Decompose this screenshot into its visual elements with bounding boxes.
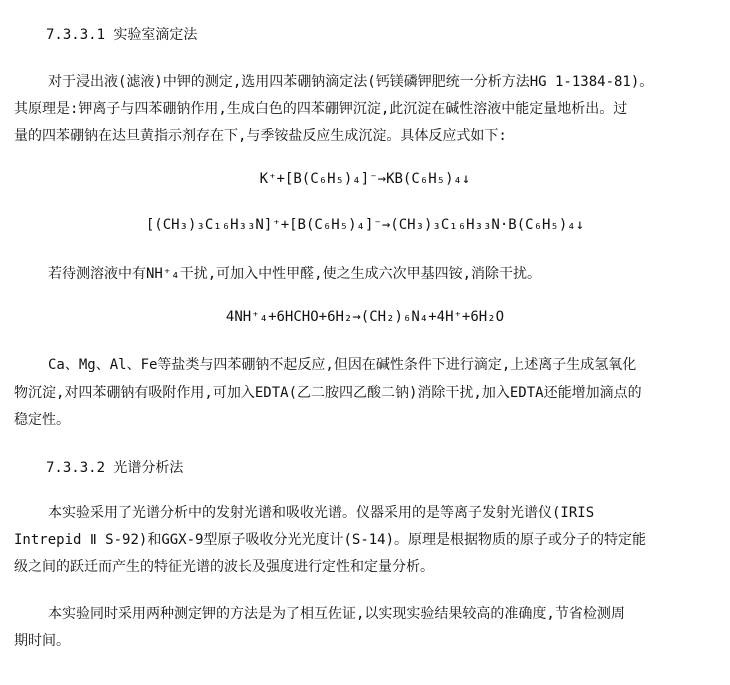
section-heading-titration: 7.3.3.1 实验室滴定法 — [46, 27, 198, 43]
paragraph-line: 本实验同时采用两种测定钾的方法是为了相互佐证,以实现实验结果较高的准确度,节省检测周 — [48, 606, 625, 622]
paragraph-line: 本实验采用了光谱分析中的发射光谱和吸收光谱。仪器采用的是等离子发射光谱仪(IRIS — [48, 505, 595, 521]
paragraph-line: 若待测溶液中有NH⁺₄干扰,可加入中性甲醛,使之生成六次甲基四铵,消除干扰。 — [48, 266, 541, 282]
equation-quaternary-ammonium: [(CH₃)₃C₁₆H₃₃N]⁺+[B(C₆H₅)₄]⁻→(CH₃)₃C₁₆H₃₃N·B(C₆H₅)₄↓ — [145, 217, 585, 233]
paragraph-line: 级之间的跃迁而产生的特征光谱的波长及强度进行定性和定量分析。 — [14, 559, 434, 575]
section-heading-spectroscopy: 7.3.3.2 光谱分析法 — [46, 460, 184, 476]
paragraph-line: 其原理是:钾离子与四苯硼钠作用,生成白色的四苯硼钾沉淀,此沉淀在碱性溶液中能定量地析出。过 — [14, 101, 628, 117]
paragraph-line: 稳定性。 — [14, 412, 70, 428]
paragraph-line: 期时间。 — [14, 633, 70, 649]
paragraph-line: 对于浸出液(滤液)中钾的测定,选用四苯硼钠滴定法(钙镁磷钾肥统一分析方法HG 1-1384-81)。 — [48, 74, 654, 90]
paragraph-line: Intrepid Ⅱ S-92)和GGX-9型原子吸收分光光度计(S-14)。原理是根据物质的原子或分子的特定能 — [14, 532, 647, 548]
paragraph-line: 物沉淀,对四苯硼钠有吸附作用,可加入EDTA(乙二胺四乙酸二钠)消除干扰,加入EDTA还能增加滴点的 — [14, 385, 642, 401]
equation-potassium-precipitation: K⁺+[B(C₆H₅)₄]⁻→KB(C₆H₅)₄↓ — [259, 171, 471, 187]
paragraph-line: Ca、Mg、Al、Fe等盐类与四苯硼钠不起反应,但因在碱性条件下进行滴定,上述离子生成氢氧化 — [48, 357, 637, 373]
paragraph-line: 量的四苯硼钠在达旦黄指示剂存在下,与季铵盐反应生成沉淀。具体反应式如下: — [14, 128, 507, 144]
equation-formaldehyde: 4NH⁺₄+6HCHO+6H₂→(CH₂)₆N₄+4H⁺+6H₂O — [225, 309, 505, 325]
